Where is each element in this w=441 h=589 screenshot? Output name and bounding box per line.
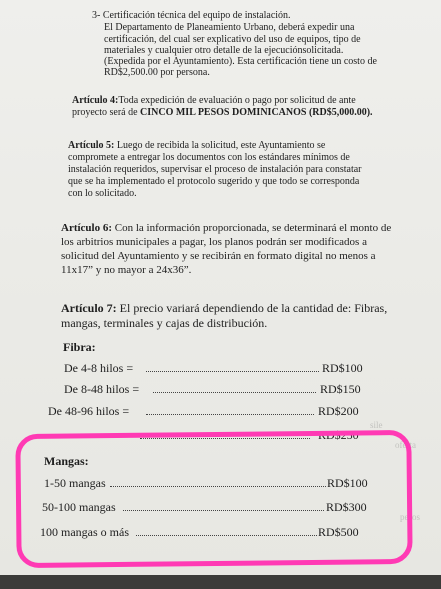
leader-dots [153,392,316,393]
fibra-row-price: RD$100 [322,361,363,375]
bleed-text: oferta [395,440,416,450]
article-4-text: proyecto será de [72,107,141,118]
desk-background [0,575,441,589]
fibra-row-label: De 8-48 hilos = [64,382,140,396]
section3-line: certificación, del cual ser explicativo del uso de equipos, tipo de [104,34,361,45]
section3-line: RD$2,500.00 por persona. [104,67,210,78]
fibra-partial-price: RD$250 [318,428,359,442]
article-4-label: Artículo 4: [72,95,119,106]
article-4-line [72,96,356,106]
section3-line: materiales y cualquier otro detalle de la ejecuciónsolicitada. [104,45,344,56]
article-5-line: compromete a entregar los documentos con los estándares mínimos de [68,152,350,163]
article-6-label: Artículo 6: [61,222,113,234]
article-5-line [68,141,325,151]
article-4-text: Toda expedición de evaluación o pago por solicitud de ante [118,95,356,106]
article-7-text: El precio variará dependiendo de la cantidad de: Fibras, [119,301,388,315]
article-7-line: mangas, terminales y cajas de distribución. [61,316,268,330]
article-6-line: 11x17” y no mayor a 24x36”. [61,264,192,276]
pink-highlight-outline [15,430,412,568]
mangas-row-price: RD$500 [318,525,359,539]
mangas-row-price: RD$300 [326,500,367,514]
mangas-row-price: RD$100 [327,476,368,490]
article-5-line: instalación requeridos, supervisar el proceso de instalación para constatar [68,164,362,175]
fibra-row-price: RD$200 [318,404,359,418]
fibra-row-label: De 48-96 hilos = [48,404,130,418]
article-6-line [61,223,391,234]
fibra-title: Fibra: [63,340,96,354]
article-5-line: que se ha implementado el protocolo sugerido y que todo se corresponda [68,176,360,187]
article-7-line [61,302,387,314]
article-5-line: con lo solicitado. [68,188,137,199]
mangas-title: Mangas: [44,454,89,468]
article-6-text: Con la información proporcionada, se determinará el monto de [114,222,392,234]
article-5-text: Luego de recibida la solicitud, este Ayuntamiento se [116,140,326,151]
bleed-text: pesos [400,512,420,522]
mangas-row-label: 50-100 mangas [42,500,116,514]
article-4-amount: CINCO MIL PESOS DOMINICANOS (RD$5,000.00). [140,107,373,118]
section3-line: El Departamento de Planeamiento Urbano, deberá expedir una [104,22,355,33]
fibra-row-label: De 4-8 hilos = [64,361,134,375]
article-5-label: Artículo 5: [68,140,115,151]
article-4-line [72,108,373,118]
section3-line: (Expedida por el Ayuntamiento). Esta certificación tiene un costo de [104,56,377,67]
bleed-text: sile [370,420,383,430]
section3-heading: 3- Certificación técnica del equipo de instalación. [92,10,291,21]
article-6-line: solicitud del Ayuntamiento y se recibirán en formato digital no menos a [61,250,376,262]
leader-dots [146,414,314,415]
article-6-line: los arbitrios municipales a pagar, los planos podrán ser modificados a [61,236,367,248]
article-7-label: Artículo 7: [61,301,117,315]
mangas-row-label: 1-50 mangas [44,476,106,490]
leader-dots [146,371,319,372]
mangas-row-label: 100 mangas o más [40,525,129,539]
fibra-row-price: RD$150 [320,382,361,396]
